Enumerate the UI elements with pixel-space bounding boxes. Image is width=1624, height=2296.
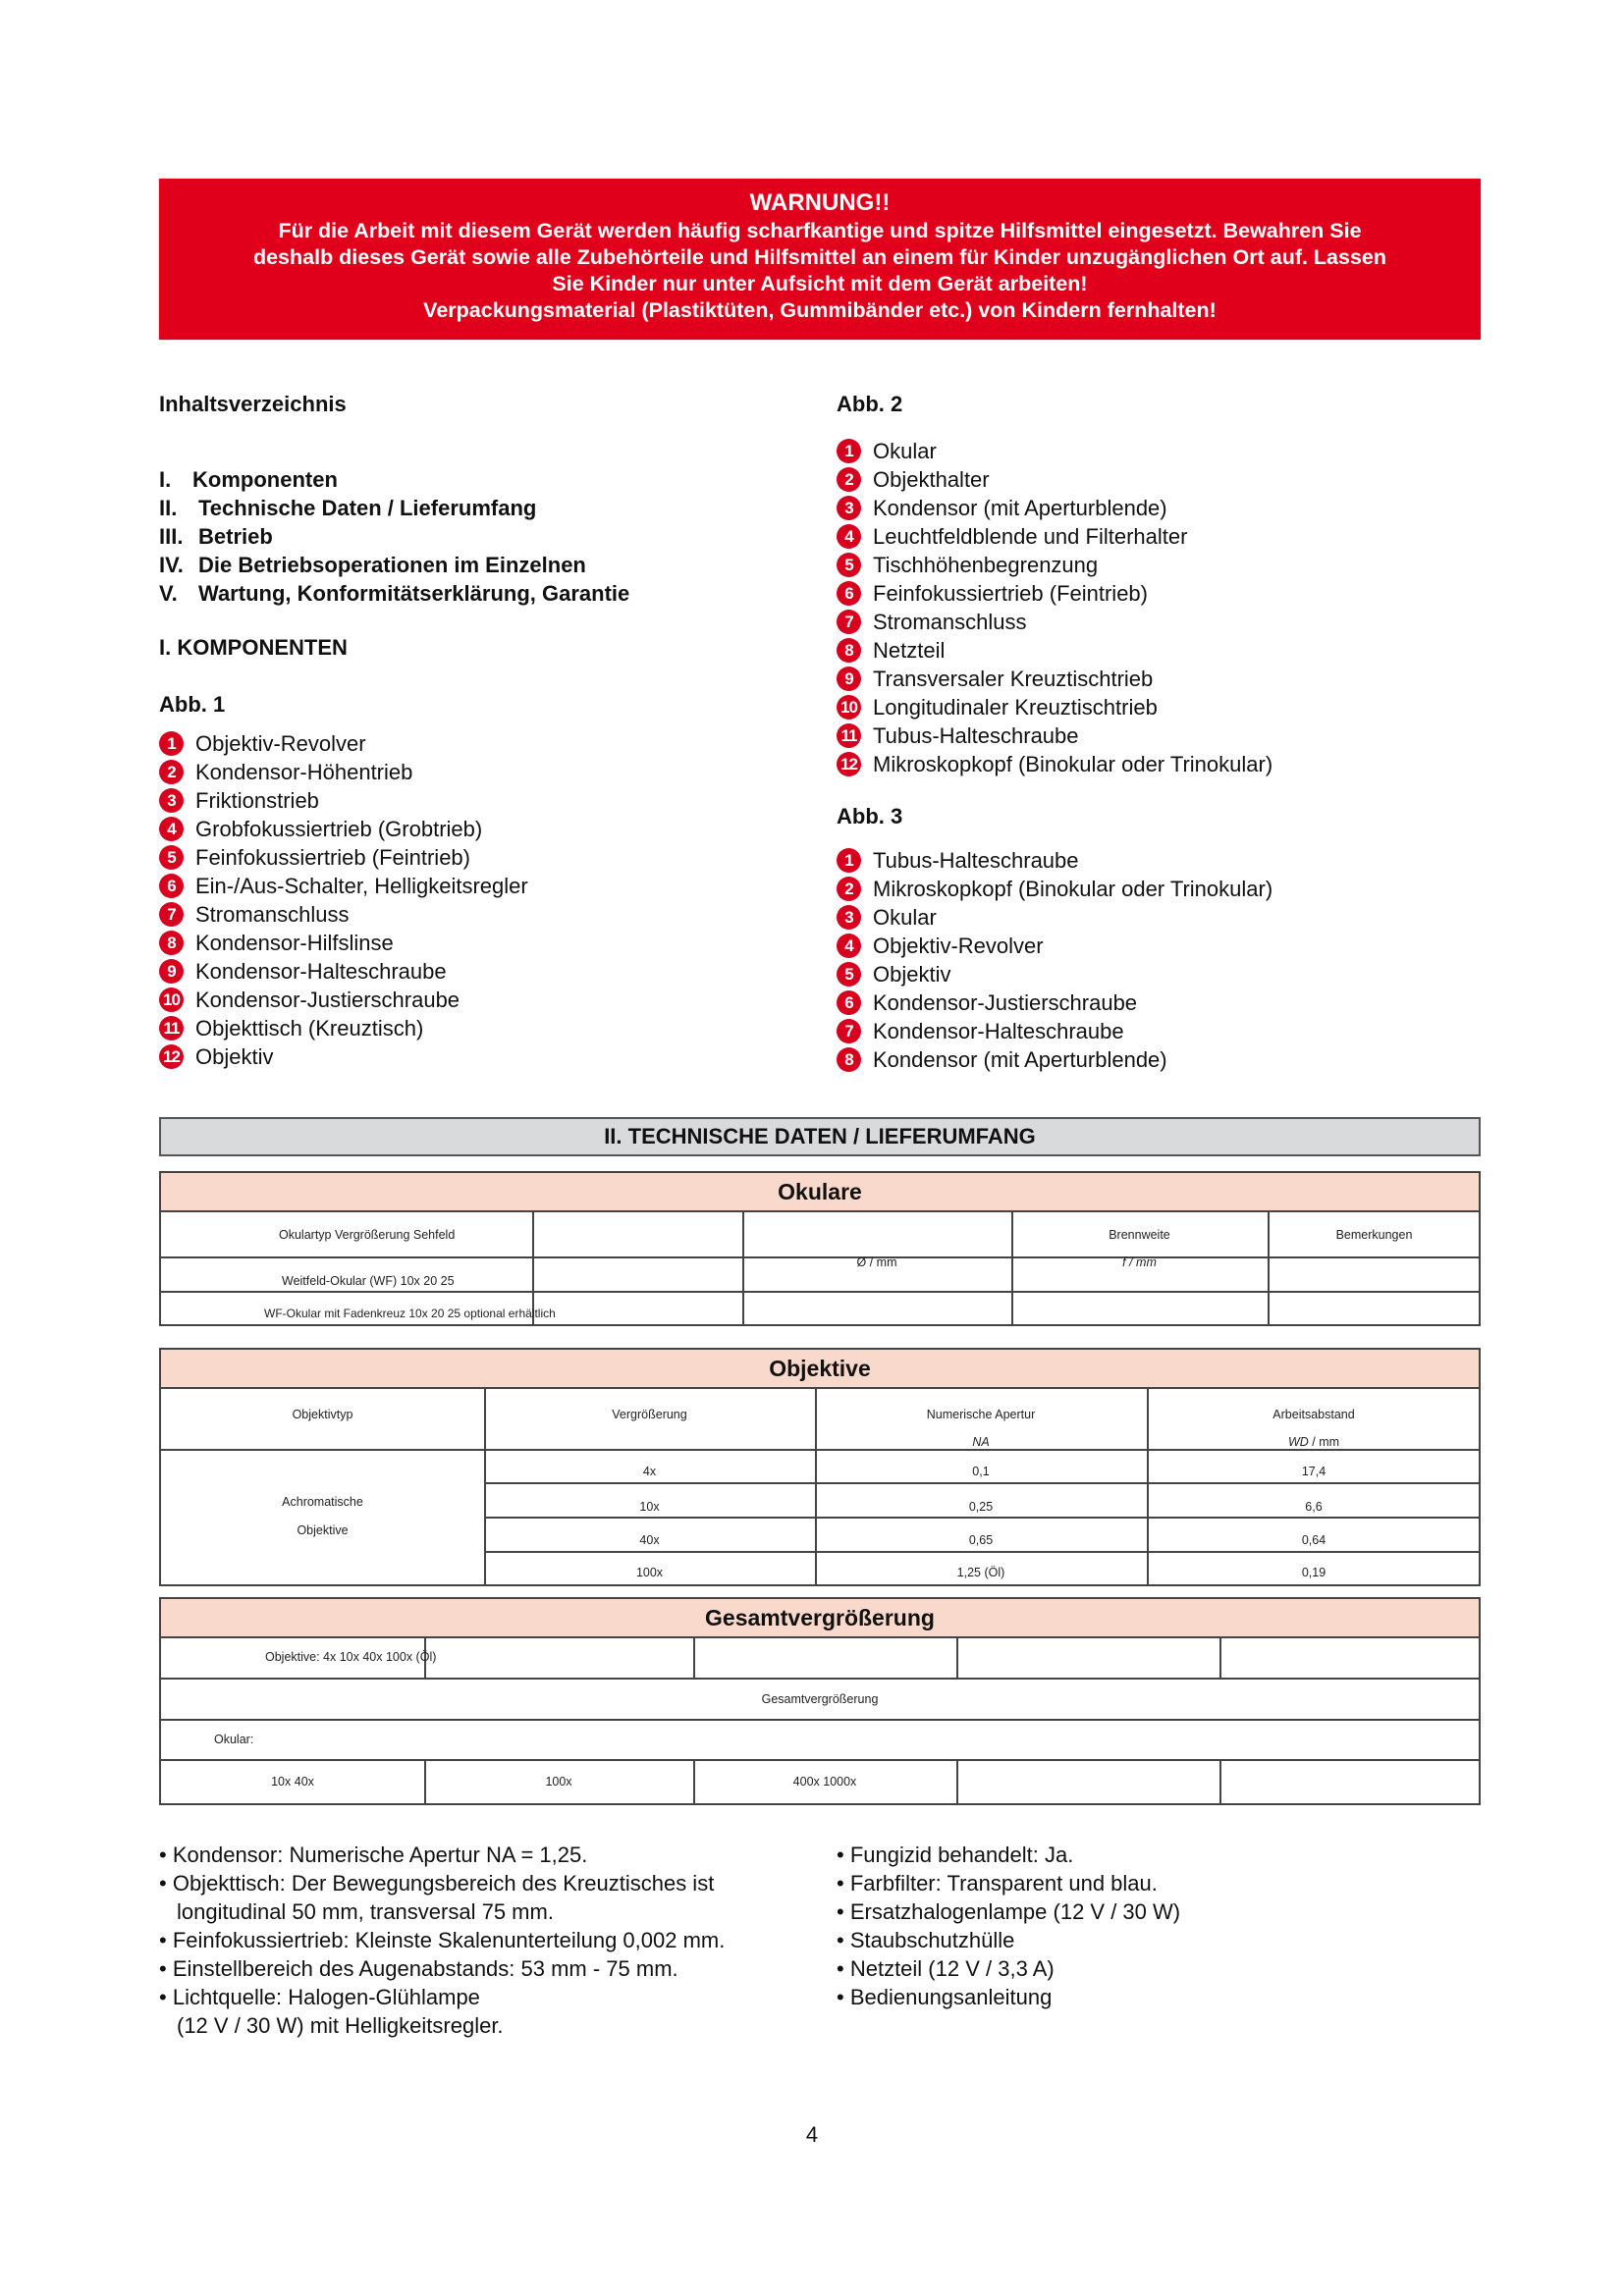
gesamt-middle-label: Gesamtvergrößerung [761,1692,879,1706]
bullet-icon: • [159,1956,167,1981]
component-label: Stromanschluss [195,901,350,927]
objektive-mag: 10x [639,1500,660,1514]
component-label: Leuchtfeldblende und Filterhalter [873,523,1188,549]
component-label: Okular [873,904,937,930]
okulare-row: Weitfeld-Okular (WF) 10x 20 25 [282,1274,455,1288]
objektive-type-line2: Objektive [297,1523,349,1537]
component-item [837,1045,1272,1074]
bullet-icon: • [837,1842,844,1867]
component-item [159,843,528,872]
spec-item: • Ersatzhalogenlampe (12 V / 30 W) [837,1899,1181,1924]
objektive-type-line1: Achromatische [282,1495,363,1509]
objektive-header-na-unit: NA [972,1435,990,1449]
abb3-title: Abb. 3 [837,804,903,828]
number-badge-icon: 11 [837,723,861,748]
component-label: Objekthalter [873,466,990,492]
abb2-title: Abb. 2 [837,392,903,416]
row-divider [161,1449,1479,1451]
component-item [159,1042,528,1071]
number-badge-icon: 6 [159,874,184,898]
objektive-na: 1,25 (Öl) [956,1566,1005,1579]
row-divider [484,1517,1479,1519]
number-badge-icon: 10 [159,988,184,1012]
spec-item: • Fungizid behandelt: Ja. [837,1842,1074,1867]
component-item [837,988,1272,1017]
row-divider [484,1482,1479,1484]
bullet-icon: • [159,1871,167,1896]
objektive-wd: 6,6 [1305,1500,1323,1514]
column-divider [956,1636,958,1679]
component-item [837,875,1272,903]
number-badge-icon: 1 [837,848,861,873]
objektive-table [159,1348,1481,1586]
component-label: Okular [873,438,937,463]
objektive-header-magnification: Vergrößerung [612,1408,687,1421]
component-label: Kondensor-Halteschraube [195,958,447,984]
toc-item-label: Technische Daten / Lieferumfang [198,496,537,520]
component-item [159,957,528,986]
wd-symbol: WD [1287,1435,1309,1449]
component-item [837,636,1272,665]
row-divider [484,1551,1479,1553]
toc-item-label: Betrieb [198,524,273,549]
component-label: Ein-/Aus-Schalter, Helligkeitsregler [195,873,528,898]
okulare-header-remarks: Bemerkungen [1335,1228,1413,1242]
row-divider [161,1719,1479,1721]
objektive-header-wd-unit [1147,1435,1481,1449]
abb2-list [837,437,1272,778]
toc-list [159,465,629,608]
number-badge-icon: 5 [837,962,861,987]
objektive-wd: 17,4 [1301,1465,1326,1478]
component-item [837,932,1272,960]
objektive-na: 0,1 [972,1465,990,1478]
number-badge-icon: 10 [837,695,861,720]
number-badge-icon: 7 [837,610,861,634]
okulare-header-diameter: Ø / mm [856,1255,897,1269]
spec-item: • Feinfokussiertrieb: Kleinste Skalenunterteilung 0,002 mm. [159,1928,726,1952]
column-divider [1219,1636,1221,1679]
abb1-list [159,729,528,1071]
toc-item-number: V. [159,581,178,606]
toc-item[interactable] [159,494,629,522]
bullet-icon: • [159,1842,167,1867]
component-item [837,465,1272,494]
section-title-komponenten: I. KOMPONENTEN [159,635,348,660]
number-badge-icon: 2 [837,467,861,492]
component-item [159,729,528,758]
component-item [837,522,1272,551]
objektive-mag: 4x [642,1465,657,1478]
number-badge-icon: 4 [837,934,861,958]
component-item [837,721,1272,750]
objektive-na: 0,65 [968,1533,994,1547]
column-divider [1219,1759,1221,1803]
number-badge-icon: 12 [159,1044,184,1069]
component-label: Kondensor-Höhentrieb [195,759,413,784]
okulare-table-title: Okulare [161,1173,1479,1212]
component-item [837,608,1272,636]
row-divider [161,1678,1479,1680]
warning-line: Verpackungsmaterial (Plastiktüten, Gummibänder etc.) von Kindern fernhalten! [423,298,1217,322]
gesamt-bottom-cell: 10x 40x [271,1775,314,1789]
number-badge-icon: 3 [837,496,861,520]
component-label: Kondensor-Justierschraube [195,987,460,1012]
component-label: Kondensor-Halteschraube [873,1018,1124,1043]
component-label: Kondensor (mit Aperturblende) [873,495,1167,520]
number-badge-icon: 3 [159,788,184,813]
component-item [837,750,1272,778]
component-label: Objektiv [873,961,951,987]
number-badge-icon: 8 [837,1047,861,1072]
component-label: Objektiv [195,1043,274,1069]
row-divider [161,1291,1479,1293]
component-label: Kondensor-Justierschraube [873,989,1138,1015]
component-label: Objektiv-Revolver [195,730,366,756]
number-badge-icon: 4 [159,817,184,841]
number-badge-icon: 1 [837,439,861,463]
number-badge-icon: 8 [837,638,861,663]
objektive-mag: 100x [635,1566,664,1579]
wd-unit: / mm [1308,1435,1340,1449]
warning-line: deshalb dieses Gerät sowie alle Zubehörteile und Hilfsmittel an einem für Kinder unzugänglichen Ort auf. Lassen [252,245,1387,269]
column-divider [956,1759,958,1803]
page-number: 4 [805,2122,819,2147]
toc-item-number: I. [159,467,172,492]
toc-item-label: Komponenten [192,467,338,492]
number-badge-icon: 11 [159,1016,184,1041]
toc-item-number: III. [159,524,184,549]
warning-line: Sie Kinder nur unter Aufsicht mit dem Gerät arbeiten! [552,272,1088,295]
warning-line: Für die Arbeit mit diesem Gerät werden häufig scharfkantige und spitze Hilfsmittel eingesetzt. Bewahren Sie [278,219,1362,242]
toc-item[interactable] [159,551,629,579]
number-badge-icon: 1 [159,731,184,756]
number-badge-icon: 4 [837,524,861,549]
toc-item-label: Die Betriebsoperationen im Einzelnen [198,553,586,577]
spec-item: • Kondensor: Numerische Apertur NA = 1,25. [159,1842,588,1867]
objektive-mag: 40x [639,1533,660,1547]
toc-item[interactable] [159,579,629,608]
component-item [159,786,528,815]
component-item [837,579,1272,608]
component-item [837,551,1272,579]
toc-item-label: Wartung, Konformitätserklärung, Garantie [198,581,630,606]
component-label: Objekttisch (Kreuztisch) [195,1015,424,1041]
component-label: Mikroskopkopf (Binokular oder Trinokular) [873,876,1273,901]
component-item [837,437,1272,465]
component-label: Tischhöhenbegrenzung [873,552,1099,577]
warning-banner [159,179,1481,340]
number-badge-icon: 2 [159,760,184,784]
component-label: Kondensor-Hilfslinse [195,930,394,955]
toc-title: Inhaltsverzeichnis [159,392,347,416]
bullet-icon: • [837,1899,844,1924]
gesamt-bottom-cell: 100x [545,1775,572,1789]
bullet-icon: • [159,1928,167,1952]
component-label: Feinfokussiertrieb (Feintrieb) [195,844,470,870]
spec-item: • Netzteil (12 V / 3,3 A) [837,1956,1055,1981]
component-item [159,872,528,900]
gesamt-okular-label: Okular: [214,1733,254,1746]
bullet-icon: • [159,1985,167,2009]
number-badge-icon: 3 [837,905,861,930]
objektive-na: 0,25 [968,1500,994,1514]
objektive-table-title: Objektive [161,1350,1479,1389]
component-label: Mikroskopkopf (Binokular oder Trinokular) [873,751,1273,776]
bullet-icon: • [837,1871,844,1896]
component-label: Longitudinaler Kreuztischtrieb [873,694,1158,720]
toc-item-number: II. [159,496,178,520]
component-label: Objektiv-Revolver [873,933,1044,958]
okulare-row: WF-Okular mit Fadenkreuz 10x 20 25 optional erhältlich [264,1307,556,1320]
number-badge-icon: 9 [837,667,861,691]
okulare-table [159,1171,1481,1326]
spec-item: • Lichtquelle: Halogen-Glühlampe [159,1985,480,2009]
number-badge-icon: 9 [159,959,184,984]
abb1-title: Abb. 1 [159,692,226,717]
spec-item: • Bedienungsanleitung [837,1985,1053,2009]
objektive-wd: 0,64 [1301,1533,1326,1547]
abb3-list [837,846,1272,1074]
component-item [159,929,528,957]
component-item [837,903,1272,932]
objektive-wd: 0,19 [1301,1566,1326,1579]
number-badge-icon: 2 [837,877,861,901]
objektive-header-wd: Arbeitsabstand [1272,1408,1355,1421]
component-item [837,1017,1272,1045]
component-label: Feinfokussiertrieb (Feintrieb) [873,580,1148,606]
bullet-icon: • [837,1928,844,1952]
bullet-icon: • [837,1985,844,2009]
gesamt-objektive-label: Objektive: 4x 10x 40x 100x (Öl) [265,1650,437,1664]
component-label: Tubus-Halteschraube [873,847,1079,873]
number-badge-icon: 12 [837,752,861,776]
specs-right-list [837,1841,1180,2011]
component-label: Kondensor (mit Aperturblende) [873,1046,1167,1072]
component-item [837,693,1272,721]
spec-item: • Objekttisch: Der Bewegungsbereich des Kreuztisches ist [159,1871,715,1896]
toc-item[interactable] [159,465,629,494]
number-badge-icon: 5 [159,845,184,870]
number-badge-icon: 5 [837,553,861,577]
spec-item: • Einstellbereich des Augenabstands: 53 mm - 75 mm. [159,1956,678,1981]
bullet-icon: • [837,1956,844,1981]
number-badge-icon: 6 [837,990,861,1015]
component-item [837,960,1272,988]
objektive-header-type: Objektivtyp [292,1408,353,1421]
number-badge-icon: 7 [837,1019,861,1043]
component-item [837,494,1272,522]
component-label: Grobfokussiertrieb (Grobtrieb) [195,816,483,841]
gesamt-table-title: Gesamtvergrößerung [161,1599,1479,1638]
okulare-header-focal-unit: f / mm [1122,1255,1157,1269]
component-item [837,846,1272,875]
gesamt-bottom-cell: 400x 1000x [792,1775,857,1789]
spec-item: • Staubschutzhülle [837,1928,1015,1952]
column-divider [693,1636,695,1679]
spec-item-continued: longitudinal 50 mm, transversal 75 mm. [177,1899,554,1924]
component-label: Netzteil [873,637,946,663]
specs-left-list [159,1841,725,2040]
number-badge-icon: 6 [837,581,861,606]
gesamt-table [159,1597,1481,1805]
number-badge-icon: 8 [159,931,184,955]
okulare-header-focal: Brennweite [1109,1228,1170,1242]
spec-item: • Farbfilter: Transparent und blau. [837,1871,1158,1896]
component-label: Tubus-Halteschraube [873,722,1079,748]
component-item [159,900,528,929]
row-divider [161,1759,1479,1761]
section-title-technische-daten: II. TECHNISCHE DATEN / LIEFERUMFANG [159,1117,1481,1156]
component-item [159,986,528,1014]
component-label: Friktionstrieb [195,787,319,813]
component-item [159,815,528,843]
component-item [159,758,528,786]
component-label: Transversaler Kreuztischtrieb [873,666,1154,691]
component-item [837,665,1272,693]
spec-item-continued: (12 V / 30 W) mit Helligkeitsregler. [177,2013,504,2038]
component-label: Stromanschluss [873,609,1027,634]
objektive-header-na: Numerische Apertur [926,1408,1036,1421]
toc-item[interactable] [159,522,629,551]
toc-item-number: IV. [159,553,184,577]
number-badge-icon: 7 [159,902,184,927]
okulare-header-type: Okulartyp Vergrößerung Sehfeld [279,1228,456,1242]
warning-title: WARNUNG!! [749,189,891,216]
component-item [159,1014,528,1042]
